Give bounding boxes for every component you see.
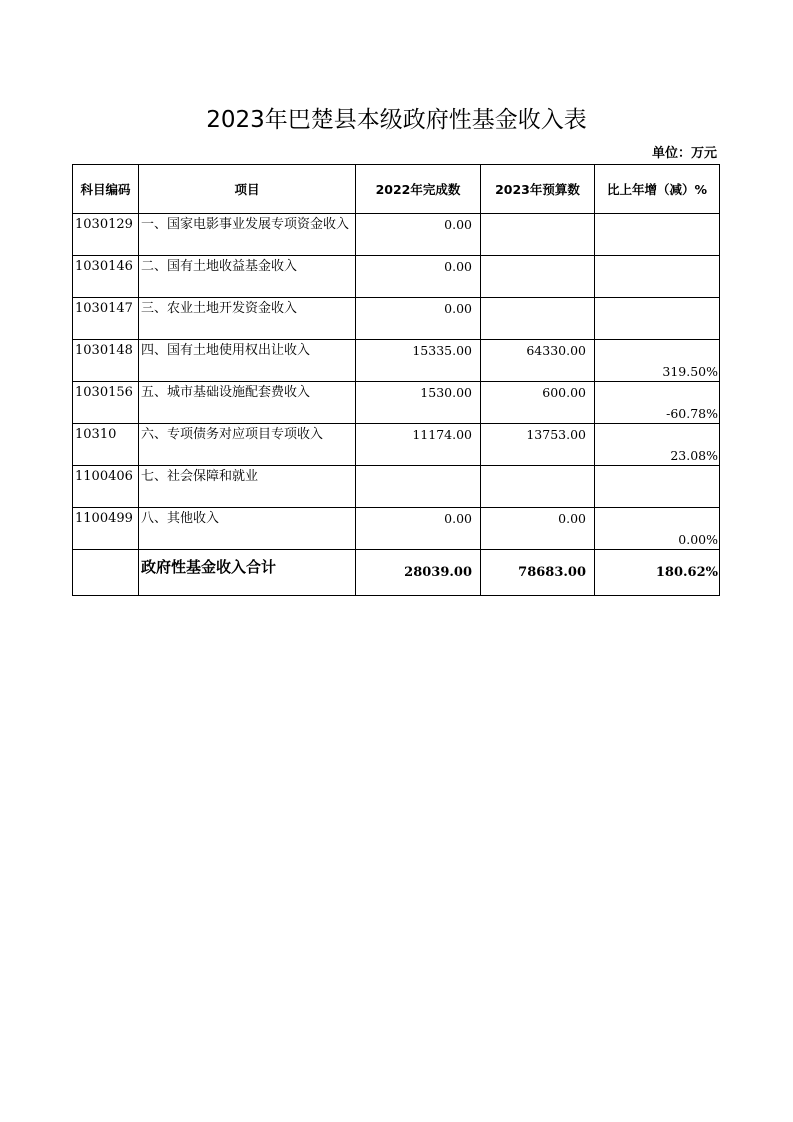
unit-label: 单位：万元 xyxy=(651,146,717,161)
row-name: 七、社会保障和就业 xyxy=(139,466,356,508)
row-name: 二、国有土地收益基金收入 xyxy=(139,256,356,298)
row-change-pct: -60.78% xyxy=(595,382,720,424)
row-code: 1100499 xyxy=(73,508,139,550)
row-budget-2023: 600.00 xyxy=(481,382,595,424)
row-budget-2023: 0.00 xyxy=(481,508,595,550)
row-completed-2022: 1530.00 xyxy=(356,382,481,424)
table-row xyxy=(73,466,720,508)
total-budget-2023: 78683.00 xyxy=(481,550,595,596)
table-row xyxy=(73,340,720,382)
header-budget-2023: 2023年预算数 xyxy=(481,165,595,214)
row-budget-2023 xyxy=(481,466,595,508)
row-code: 1030148 xyxy=(73,340,139,382)
row-code: 1100406 xyxy=(73,466,139,508)
row-completed-2022: 0.00 xyxy=(356,256,481,298)
row-name: 三、农业土地开发资金收入 xyxy=(139,298,356,340)
row-code: 1030156 xyxy=(73,382,139,424)
header-completed-2022: 2022年完成数 xyxy=(356,165,481,214)
row-name: 八、其他收入 xyxy=(139,508,356,550)
total-name: 政府性基金收入合计 xyxy=(139,550,356,596)
row-completed-2022 xyxy=(356,466,481,508)
table-row xyxy=(73,382,720,424)
row-change-pct xyxy=(595,298,720,340)
total-code xyxy=(73,550,139,596)
row-completed-2022: 15335.00 xyxy=(356,340,481,382)
row-budget-2023: 13753.00 xyxy=(481,424,595,466)
row-change-pct xyxy=(595,256,720,298)
row-budget-2023 xyxy=(481,298,595,340)
row-name: 四、国有土地使用权出让收入 xyxy=(139,340,356,382)
table-row xyxy=(73,256,720,298)
total-completed-2022: 28039.00 xyxy=(356,550,481,596)
row-budget-2023: 64330.00 xyxy=(481,340,595,382)
row-name: 一、国家电影事业发展专项资金收入 xyxy=(139,214,356,256)
table-header-row xyxy=(73,165,720,214)
header-item: 项目 xyxy=(139,165,356,214)
row-budget-2023 xyxy=(481,256,595,298)
header-code: 科目编码 xyxy=(73,165,139,214)
row-name: 五、城市基础设施配套费收入 xyxy=(139,382,356,424)
row-completed-2022: 0.00 xyxy=(356,508,481,550)
table-row xyxy=(73,214,720,256)
row-change-pct xyxy=(595,214,720,256)
row-code: 1030147 xyxy=(73,298,139,340)
row-completed-2022: 0.00 xyxy=(356,214,481,256)
table-row xyxy=(73,508,720,550)
row-change-pct: 23.08% xyxy=(595,424,720,466)
row-change-pct: 0.00% xyxy=(595,508,720,550)
row-change-pct xyxy=(595,466,720,508)
total-change-pct: 180.62% xyxy=(595,550,720,596)
row-code: 10310 xyxy=(73,424,139,466)
row-completed-2022: 11174.00 xyxy=(356,424,481,466)
table-row xyxy=(73,424,720,466)
row-code: 1030129 xyxy=(73,214,139,256)
row-budget-2023 xyxy=(481,214,595,256)
row-name: 六、专项债务对应项目专项收入 xyxy=(139,424,356,466)
row-change-pct: 319.50% xyxy=(595,340,720,382)
total-row xyxy=(73,550,720,596)
fund-revenue-table xyxy=(72,164,720,596)
row-code: 1030146 xyxy=(73,256,139,298)
table-row xyxy=(73,298,720,340)
row-completed-2022: 0.00 xyxy=(356,298,481,340)
header-change-pct: 比上年增（减）% xyxy=(595,165,720,214)
page-title: 2023年巴楚县本级政府性基金收入表 xyxy=(206,107,587,133)
